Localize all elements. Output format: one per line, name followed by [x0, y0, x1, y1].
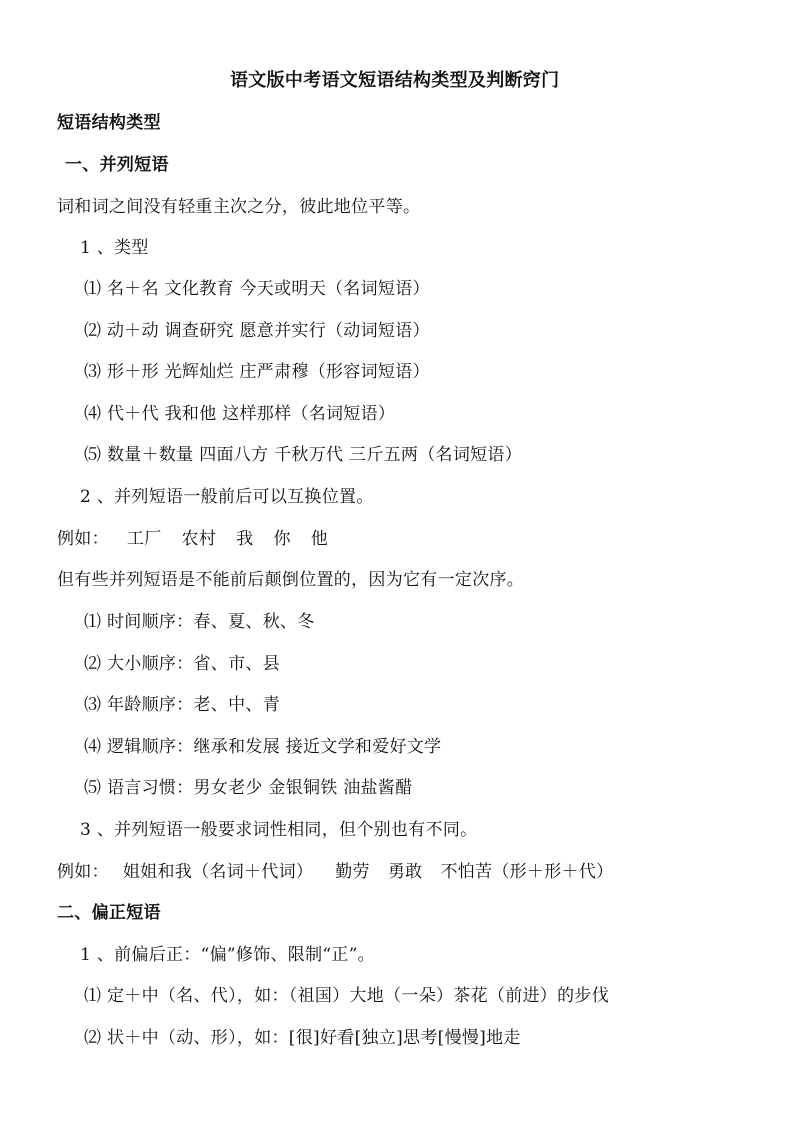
section-heading-modifier: 二、偏正短语 [57, 903, 161, 923]
order-item: ⑶ 年龄顺序：老、中、青 [84, 695, 281, 715]
example-prefix: 例如： [57, 529, 109, 549]
sec2-point-1-label: 1 、前偏后正：“偏”修饰、限制“正”。 [80, 945, 375, 965]
section-heading-parallel: 一、并列短语 [65, 155, 169, 175]
modifier-item: ⑵ 状＋中（动、形），如：[很]好看[独立]思考[慢慢]地走 [84, 1028, 521, 1048]
order-item: ⑵ 大小顺序：省、市、县 [84, 654, 281, 674]
modifier-item: ⑴ 定＋中（名、代），如：（祖国）大地（一朵）茶花（前进）的步伐 [84, 986, 610, 1006]
document-title: 语文版中考语文短语结构类型及判断窍门 [230, 70, 560, 91]
example-prefix: 例如： [57, 862, 109, 882]
example-2 [57, 861, 613, 883]
type-item: ⑷ 代＋代 我和他 这样那样（名词短语） [84, 404, 396, 424]
type-item: ⑸ 数量＋数量 四面八方 千秋万代 三斤五两（名词短语） [84, 445, 523, 465]
parallel-definition: 词和词之间没有轻重主次之分，彼此地位平等。 [57, 197, 421, 217]
order-item: ⑸ 语言习惯：男女老少 金银铜铁 油盐酱醋 [84, 778, 413, 798]
order-item: ⑷ 逻辑顺序：继承和发展 接近文学和爱好文学 [84, 737, 442, 757]
example-part: 勤劳 [335, 862, 370, 882]
order-note: 但有些并列短语是不能前后颠倒位置的，因为它有一定次序。 [57, 570, 525, 590]
point-3-label: 3 、并列短语一般要求词性相同，但个别也有不同。 [80, 820, 478, 840]
example-word: 我 [236, 529, 254, 549]
main-heading: 短语结构类型 [57, 113, 161, 133]
type-item: ⑵ 动＋动 调查研究 愿意并实行（动词短语） [84, 321, 430, 341]
example-part: 不怕苦（形＋形＋代） [440, 862, 614, 882]
example-word: 工厂 [126, 529, 162, 549]
example-word: 他 [310, 529, 329, 549]
type-item: ⑶ 形＋形 光辉灿烂 庄严肃穆（形容词短语） [84, 362, 430, 382]
point-1-label: 1 、类型 [80, 238, 149, 258]
type-item: ⑴ 名＋名 文化教育 今天或明天（名词短语） [84, 279, 430, 299]
point-2-label: 2 、并列短语一般前后可以互换位置。 [80, 487, 374, 507]
example-part: 勇敢 [387, 862, 423, 882]
example-1 [57, 528, 328, 550]
example-part: 姐姐和我（名词＋代词） [122, 862, 314, 882]
example-word: 你 [273, 529, 291, 549]
order-item: ⑴ 时间顺序：春、夏、秋、冬 [84, 612, 315, 632]
example-word: 农村 [181, 529, 217, 549]
